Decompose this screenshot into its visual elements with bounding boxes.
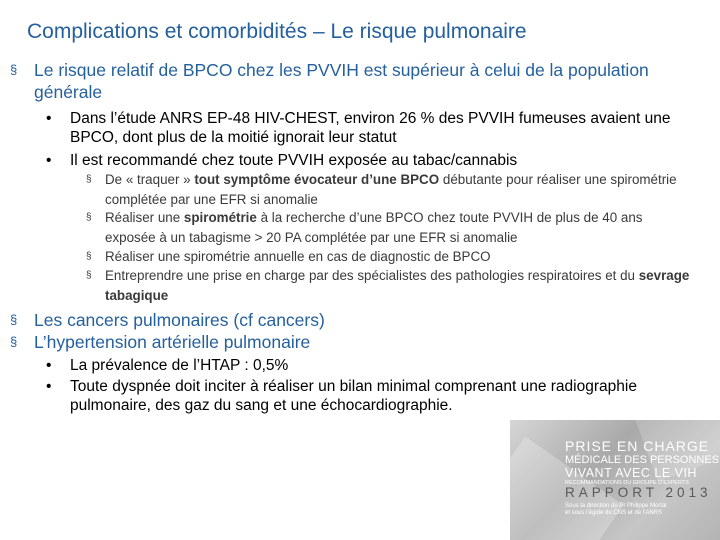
reco-2-part-a: Réaliser une xyxy=(105,210,181,225)
slide-title: Complications et comorbidités – Le risque pulmonaire xyxy=(27,20,527,43)
bullet-htap-text: L’hypertension artérielle pulmonaire xyxy=(34,332,311,352)
square-bullet-icon: § xyxy=(86,212,92,223)
reco-item-1-text xyxy=(105,170,691,209)
reco-2-emphasis: spirométrie xyxy=(183,210,257,225)
reco-item-4-text xyxy=(105,266,691,305)
square-bullet-icon: § xyxy=(86,174,92,185)
logo-line-4: RECOMMANDATIONS DU GROUPE D’EXPERTS xyxy=(565,480,689,486)
bullet-bpco-text: Le risque relatif de BPCO chez les PVVIH est supérieur à celui de la population générale xyxy=(34,60,649,102)
reco-item-2-text xyxy=(105,208,691,247)
htap-sub-item-2 xyxy=(46,377,676,415)
dot-bullet-icon: • xyxy=(46,152,52,169)
reco-item-3 xyxy=(86,247,691,267)
dot-bullet-icon: • xyxy=(46,357,52,374)
bullet-cancers xyxy=(10,309,650,331)
reco-item-3-text: Réaliser une spirométrie annuelle en cas de diagnostic de BPCO xyxy=(105,249,491,264)
bpco-sub-item-2-text: Il est recommandé chez toute PVVIH exposée au tabac/cannabis xyxy=(70,152,518,169)
reco-item-1 xyxy=(86,170,691,209)
reco-item-4 xyxy=(86,266,691,305)
logo-line-5: RAPPORT 2013 xyxy=(565,485,712,500)
bpco-sub-item-1-text: Dans l’étude ANRS EP-48 HIV-CHEST, environ 26 % des PVVIH fumeuses avaient une BPCO, dont plus de la moitié ignorait leur statut xyxy=(70,110,671,146)
logo-line-1: PRISE EN CHARGE xyxy=(565,438,710,454)
bullet-htap xyxy=(10,331,650,353)
reco-4-emphasis: sevrage tabagique xyxy=(105,268,690,303)
logo-line-3: VIVANT AVEC LE VIH xyxy=(565,466,697,480)
square-bullet-icon: § xyxy=(86,251,92,262)
reco-1-part-a: De « traquer » xyxy=(105,172,191,187)
dot-bullet-icon: • xyxy=(46,378,52,395)
logo-line-6: Sous la direction du Pr Philippe Morlat xyxy=(565,503,667,509)
logo-line-7: et sous l’égide du CNS et de l’ANRS xyxy=(565,510,663,516)
square-bullet-icon: § xyxy=(10,62,18,77)
htap-sub-item-1 xyxy=(46,356,676,375)
reco-4-part-a: Entreprendre une prise en charge par des spécialistes des pathologies respiratoires et du xyxy=(105,268,635,283)
htap-sub-item-2-text: Toute dyspnée doit inciter à réaliser un bilan minimal comprenant une radiographie pulmonaire, des gaz du sang et une échocardiographie. xyxy=(70,378,637,414)
report-logo xyxy=(510,420,720,540)
logo-line-2: MÉDICALE DES PERSONNES xyxy=(565,454,720,466)
bpco-sub-item-2 xyxy=(46,151,686,170)
bullet-cancers-text: Les cancers pulmonaires (cf cancers) xyxy=(34,310,325,330)
reco-1-part-c: débutante pour réaliser une spirométrie complétée par une EFR si anomalie xyxy=(105,172,677,207)
square-bullet-icon: § xyxy=(10,334,18,349)
dot-bullet-icon: • xyxy=(46,110,52,127)
bullet-bpco xyxy=(10,59,650,103)
bpco-sub-item-1 xyxy=(46,109,686,147)
htap-sub-item-1-text: La prévalence de l’HTAP : 0,5% xyxy=(70,357,289,374)
square-bullet-icon: § xyxy=(10,312,18,327)
square-bullet-icon: § xyxy=(86,270,92,281)
reco-item-2 xyxy=(86,208,691,247)
reco-2-part-c: à la recherche d’une BPCO chez toute PVVIH de plus de 40 ans exposée à un tabagisme > 20 PA complétée par une EFR si anomalie xyxy=(105,210,643,245)
reco-1-emphasis: tout symptôme évocateur d’une BPCO xyxy=(194,172,440,187)
